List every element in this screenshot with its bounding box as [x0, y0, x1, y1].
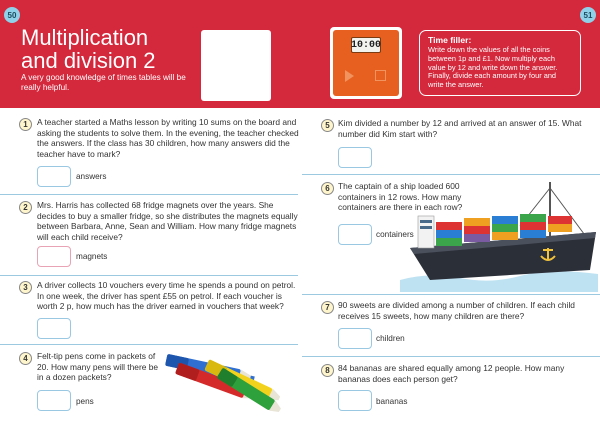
answer-input-4[interactable] — [37, 390, 71, 411]
question-text-2: Mrs. Harris has collected 68 fridge magnets over the years. She decides to buy a smaller fridge, so she distributes the magnets equally between Barbara, Anne, Sean and William. How many fridge magnets will each child receive? — [37, 200, 298, 242]
divider — [0, 275, 298, 276]
header-band — [0, 0, 600, 108]
question-number-6: 6 — [321, 182, 334, 195]
answer-input-6[interactable] — [338, 224, 372, 245]
question-text-1: A teacher started a Maths lesson by writing 10 sums on the board and asking the students to solve them. In the evening, the teacher checked the answers. If the class has 30 children, how many answers did the teacher have to mark? — [37, 117, 299, 159]
answer-unit-2: magnets — [76, 252, 108, 261]
answer-input-5[interactable] — [338, 147, 372, 168]
question-number-7: 7 — [321, 301, 334, 314]
answer-unit-1: answers — [76, 172, 107, 181]
answer-input-1[interactable] — [37, 166, 71, 187]
question-number-2: 2 — [19, 201, 32, 214]
timer-display: 10:00 — [351, 37, 381, 53]
stop-icon — [375, 70, 386, 81]
question-number-1: 1 — [19, 118, 32, 131]
question-number-8: 8 — [321, 364, 334, 377]
divider — [302, 356, 600, 357]
answer-unit-6: containers — [376, 230, 414, 239]
answer-input-7[interactable] — [338, 328, 372, 349]
time-filler-title: Time filler: — [428, 35, 472, 45]
divider — [302, 174, 600, 175]
answer-input-8[interactable] — [338, 390, 372, 411]
answer-unit-4: pens — [76, 397, 94, 406]
answer-input-2[interactable] — [37, 246, 71, 267]
divider — [0, 194, 298, 195]
page-number-right: 51 — [580, 7, 596, 23]
question-text-6: The captain of a ship loaded 600 containers in 12 rows. How many containers are there in each row? — [338, 181, 463, 213]
question-number-4: 4 — [19, 352, 32, 365]
divider — [302, 294, 600, 295]
question-text-5: Kim divided a number by 12 and arrived at an answer of 15. What number did Kim start with? — [338, 118, 582, 139]
answer-unit-8: bananas — [376, 397, 408, 406]
page-title — [21, 26, 196, 72]
question-text-8: 84 bananas are shared equally among 12 people. How many bananas does each person get? — [338, 363, 565, 384]
play-icon — [345, 70, 354, 82]
question-text-4: Felt-tip pens come in packets of 20. How many pens will there be in a dozen packets? — [37, 351, 159, 383]
question-number-5: 5 — [321, 119, 334, 132]
time-filler-text: Write down the values of all the coins between 1p and £1. Now multiply each value by 12 and write down the answer. Finally, divide each amount by four and write the answer. — [428, 45, 558, 90]
question-text-7: 90 sweets are divided among a number of children. If each child receives 15 sweets, how many children are there? — [338, 300, 575, 321]
title-line-1: Multiplication — [21, 25, 149, 50]
title-line-2: and division 2 — [21, 48, 156, 73]
felt-tip-pens-image — [155, 350, 300, 418]
answer-unit-7: children — [376, 334, 405, 343]
time-filler-box — [419, 30, 581, 96]
intro-text: A very good knowledge of times tables will be really helpful. — [21, 73, 186, 92]
page-number-left: 50 — [4, 7, 20, 23]
question-number-3: 3 — [19, 281, 32, 294]
divider — [0, 344, 298, 345]
container-ship-image — [400, 180, 598, 292]
blank-image-box — [201, 30, 271, 101]
answer-input-3[interactable] — [37, 318, 71, 339]
question-text-3: A driver collects 10 vouchers every time he spends a pound on petrol. In one week, the driver has spent £55 on petrol. If each voucher is worth 2 p, how much has the driver earned in vouchers that week? — [37, 280, 296, 312]
timer-icon — [333, 30, 399, 96]
